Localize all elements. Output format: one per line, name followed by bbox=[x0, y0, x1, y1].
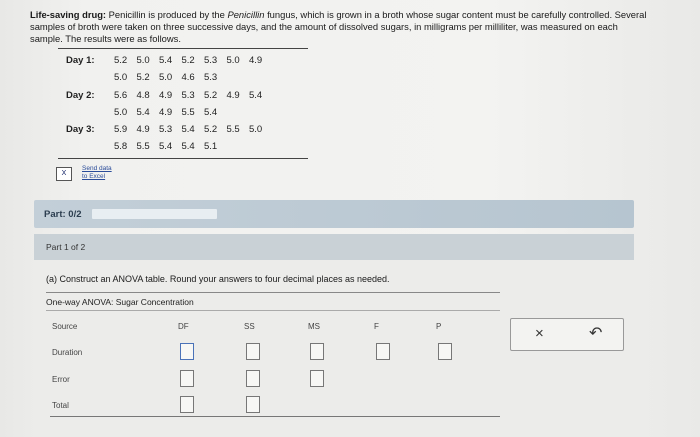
table-top-rule bbox=[58, 48, 308, 49]
problem-statement bbox=[30, 9, 650, 45]
anova-title: One-way ANOVA: Sugar Concentration bbox=[46, 297, 194, 307]
data-value: 4.9 bbox=[159, 90, 173, 101]
data-row bbox=[114, 141, 227, 152]
problem-text-c: fungus, which is grown in a broth whose sugar content must be carefully controlled. Several samples of broth were taken on three successive days, and the amount of dissolved sugars, in milligrams per milliliter, was measured on each sample. The results were as follows. bbox=[30, 9, 647, 44]
subpart-header bbox=[34, 234, 634, 260]
clear-button[interactable]: × bbox=[535, 325, 544, 342]
header-p: P bbox=[436, 322, 442, 331]
problem-title: Life-saving drug: bbox=[30, 9, 107, 20]
data-value: 5.3 bbox=[181, 90, 195, 101]
question-text: (a) Construct an ANOVA table. Round your answers to four decimal places as needed. bbox=[46, 274, 390, 284]
data-value: 5.2 bbox=[181, 55, 195, 66]
day-label: Day 2: bbox=[66, 90, 95, 101]
data-value: 5.0 bbox=[159, 72, 173, 83]
header-ss: SS bbox=[244, 322, 255, 331]
data-value: 5.2 bbox=[114, 55, 128, 66]
data-value: 5.3 bbox=[204, 55, 218, 66]
progress-track bbox=[92, 209, 217, 219]
data-value: 4.9 bbox=[249, 55, 263, 66]
error-df-input[interactable] bbox=[180, 370, 194, 387]
data-value: 4.9 bbox=[159, 107, 173, 118]
data-value: 5.1 bbox=[204, 141, 218, 152]
total-df-input[interactable] bbox=[180, 396, 194, 413]
data-value: 5.0 bbox=[114, 107, 128, 118]
data-value: 5.9 bbox=[114, 124, 128, 135]
data-value: 5.0 bbox=[226, 55, 240, 66]
data-value: 5.4 bbox=[136, 107, 150, 118]
data-row bbox=[114, 90, 272, 101]
problem-text-a: Penicillin is produced by the bbox=[106, 9, 228, 20]
data-value: 5.3 bbox=[204, 72, 218, 83]
undo-button[interactable]: ↶ bbox=[589, 325, 603, 342]
data-value: 5.4 bbox=[249, 90, 263, 101]
problem-text-b: Penicillin bbox=[227, 9, 265, 20]
data-value: 5.4 bbox=[181, 124, 195, 135]
error-ms-input[interactable] bbox=[310, 370, 324, 387]
table-bottom-line bbox=[50, 416, 500, 417]
part-status-label: Part: 0/2 bbox=[44, 209, 82, 220]
data-value: 5.0 bbox=[114, 72, 128, 83]
data-value: 5.6 bbox=[114, 90, 128, 101]
data-value: 5.5 bbox=[181, 107, 195, 118]
data-value: 5.2 bbox=[204, 90, 218, 101]
data-row bbox=[114, 124, 272, 135]
duration-p-input[interactable] bbox=[438, 343, 452, 360]
row-label-total: Total bbox=[52, 401, 69, 410]
subpart-label: Part 1 of 2 bbox=[46, 242, 86, 252]
header-df: DF bbox=[178, 322, 189, 331]
duration-ms-input[interactable] bbox=[310, 343, 324, 360]
data-value: 4.8 bbox=[136, 90, 150, 101]
row-label-duration: Duration bbox=[52, 348, 83, 357]
header-f: F bbox=[374, 322, 379, 331]
send-data-link[interactable]: Send data bbox=[82, 165, 112, 172]
data-value: 4.9 bbox=[136, 124, 150, 135]
data-value: 5.4 bbox=[159, 141, 173, 152]
data-value: 5.2 bbox=[136, 72, 150, 83]
data-value: 4.9 bbox=[226, 90, 240, 101]
header-ms: MS bbox=[308, 322, 320, 331]
data-value: 4.6 bbox=[181, 72, 195, 83]
data-value: 5.3 bbox=[159, 124, 173, 135]
data-row bbox=[114, 55, 272, 66]
to-excel-link[interactable]: to Excel bbox=[82, 173, 106, 180]
divider bbox=[46, 292, 500, 293]
data-row bbox=[114, 107, 227, 118]
data-value: 5.0 bbox=[136, 55, 150, 66]
data-value: 5.5 bbox=[226, 124, 240, 135]
data-value: 5.8 bbox=[114, 141, 128, 152]
day-label: Day 3: bbox=[66, 124, 95, 135]
divider bbox=[46, 310, 500, 311]
data-value: 5.0 bbox=[249, 124, 263, 135]
data-value: 5.2 bbox=[204, 124, 218, 135]
data-value: 5.4 bbox=[204, 107, 218, 118]
data-value: 5.4 bbox=[181, 141, 195, 152]
day-label: Day 1: bbox=[66, 55, 95, 66]
header-source: Source bbox=[52, 322, 78, 331]
error-ss-input[interactable] bbox=[246, 370, 260, 387]
part-progress-bar bbox=[34, 200, 634, 228]
data-row bbox=[114, 72, 227, 83]
excel-icon[interactable]: X bbox=[56, 167, 72, 181]
row-label-error: Error bbox=[52, 375, 70, 384]
data-value: 5.4 bbox=[159, 55, 173, 66]
total-ss-input[interactable] bbox=[246, 396, 260, 413]
answer-actions bbox=[510, 318, 624, 351]
duration-ss-input[interactable] bbox=[246, 343, 260, 360]
table-bottom-rule bbox=[58, 158, 308, 159]
data-value: 5.5 bbox=[136, 141, 150, 152]
duration-df-input[interactable] bbox=[180, 343, 194, 360]
duration-f-input[interactable] bbox=[376, 343, 390, 360]
